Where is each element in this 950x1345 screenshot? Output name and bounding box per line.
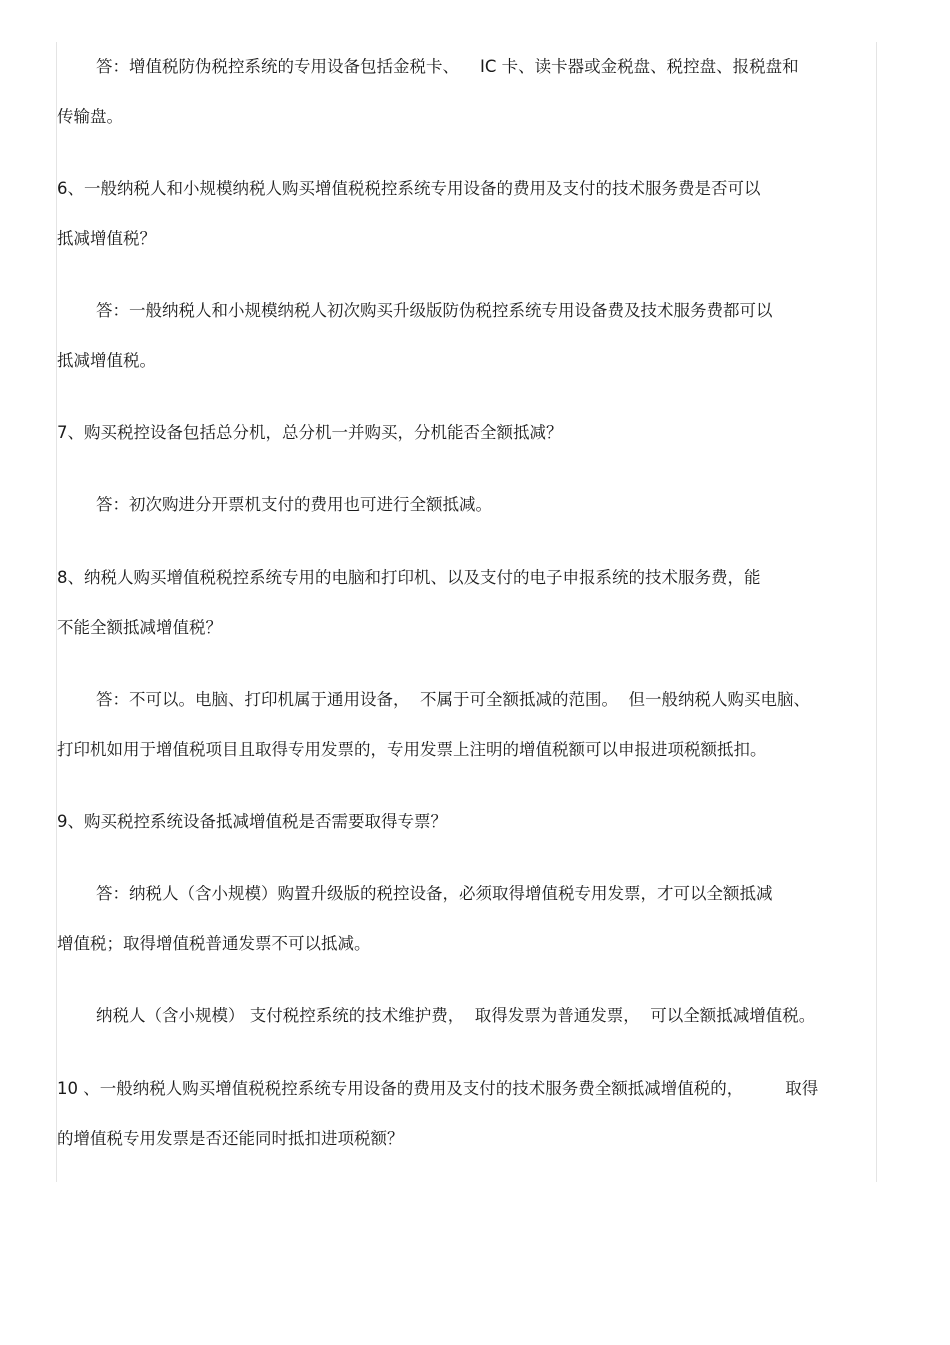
answer-8-line-2: 打印机如用于增值税项目且取得专用发票的，专用发票上注明的增值税额可以申报进项税额抵扣。 xyxy=(57,740,767,759)
answer-6-line-2: 抵减增值税。 xyxy=(57,351,156,370)
answer-9-line-2: 增值税；取得增值税普通发票不可以抵减。 xyxy=(57,934,371,953)
question-10-line-1: 10 、一般纳税人购买增值税税控系统专用设备的费用及支付的技术服务费全额抵减增值税的， 取得 xyxy=(57,1079,819,1098)
answer-6-line-1: 答：一般纳税人和小规模纳税人初次购买升级版防伪税控系统专用设备费及技术服务费都可以 xyxy=(96,301,773,320)
answer-9-paragraph-2: 纳税人（含小规模） 支付税控系统的技术维护费， 取得发票为普通发票， 可以全额抵减增值税。 xyxy=(96,1006,816,1025)
question-6-line-2: 抵减增值税？ xyxy=(57,229,156,248)
question-9: 9、购买税控系统设备抵减增值税是否需要取得专票？ xyxy=(57,812,447,831)
answer-9-line-1: 答：纳税人（含小规模）购置升级版的税控设备，必须取得增值税专用发票，才可以全额抵减 xyxy=(96,884,773,903)
answer-7: 答：初次购进分开票机支付的费用也可进行全额抵减。 xyxy=(96,495,492,514)
question-8-line-1: 8、纳税人购买增值税税控系统专用的电脑和打印机、以及支付的电子申报系统的技术服务费，能 xyxy=(57,568,761,587)
answer-8-line-1: 答：不可以。电脑、打印机属于通用设备， 不属于可全额抵减的范围。 但一般纳税人购买电脑、 xyxy=(96,690,810,709)
answer-5-line-1: 答：增值税防伪税控系统的专用设备包括金税卡、 IC 卡、读卡器或金税盘、税控盘、报税盘和 xyxy=(96,57,799,76)
right-margin-rule xyxy=(876,42,877,1182)
question-8-line-2: 不能全额抵减增值税？ xyxy=(57,618,222,637)
question-7: 7、购买税控设备包括总分机，总分机一并购买，分机能否全额抵减？ xyxy=(57,423,563,442)
answer-5-line-2: 传输盘。 xyxy=(57,107,123,126)
question-6-line-1: 6、一般纳税人和小规模纳税人购买增值税税控系统专用设备的费用及支付的技术服务费是否可以 xyxy=(57,179,761,198)
left-margin-rule xyxy=(56,42,57,1182)
question-10-line-2: 的增值税专用发票是否还能同时抵扣进项税额？ xyxy=(57,1129,404,1148)
